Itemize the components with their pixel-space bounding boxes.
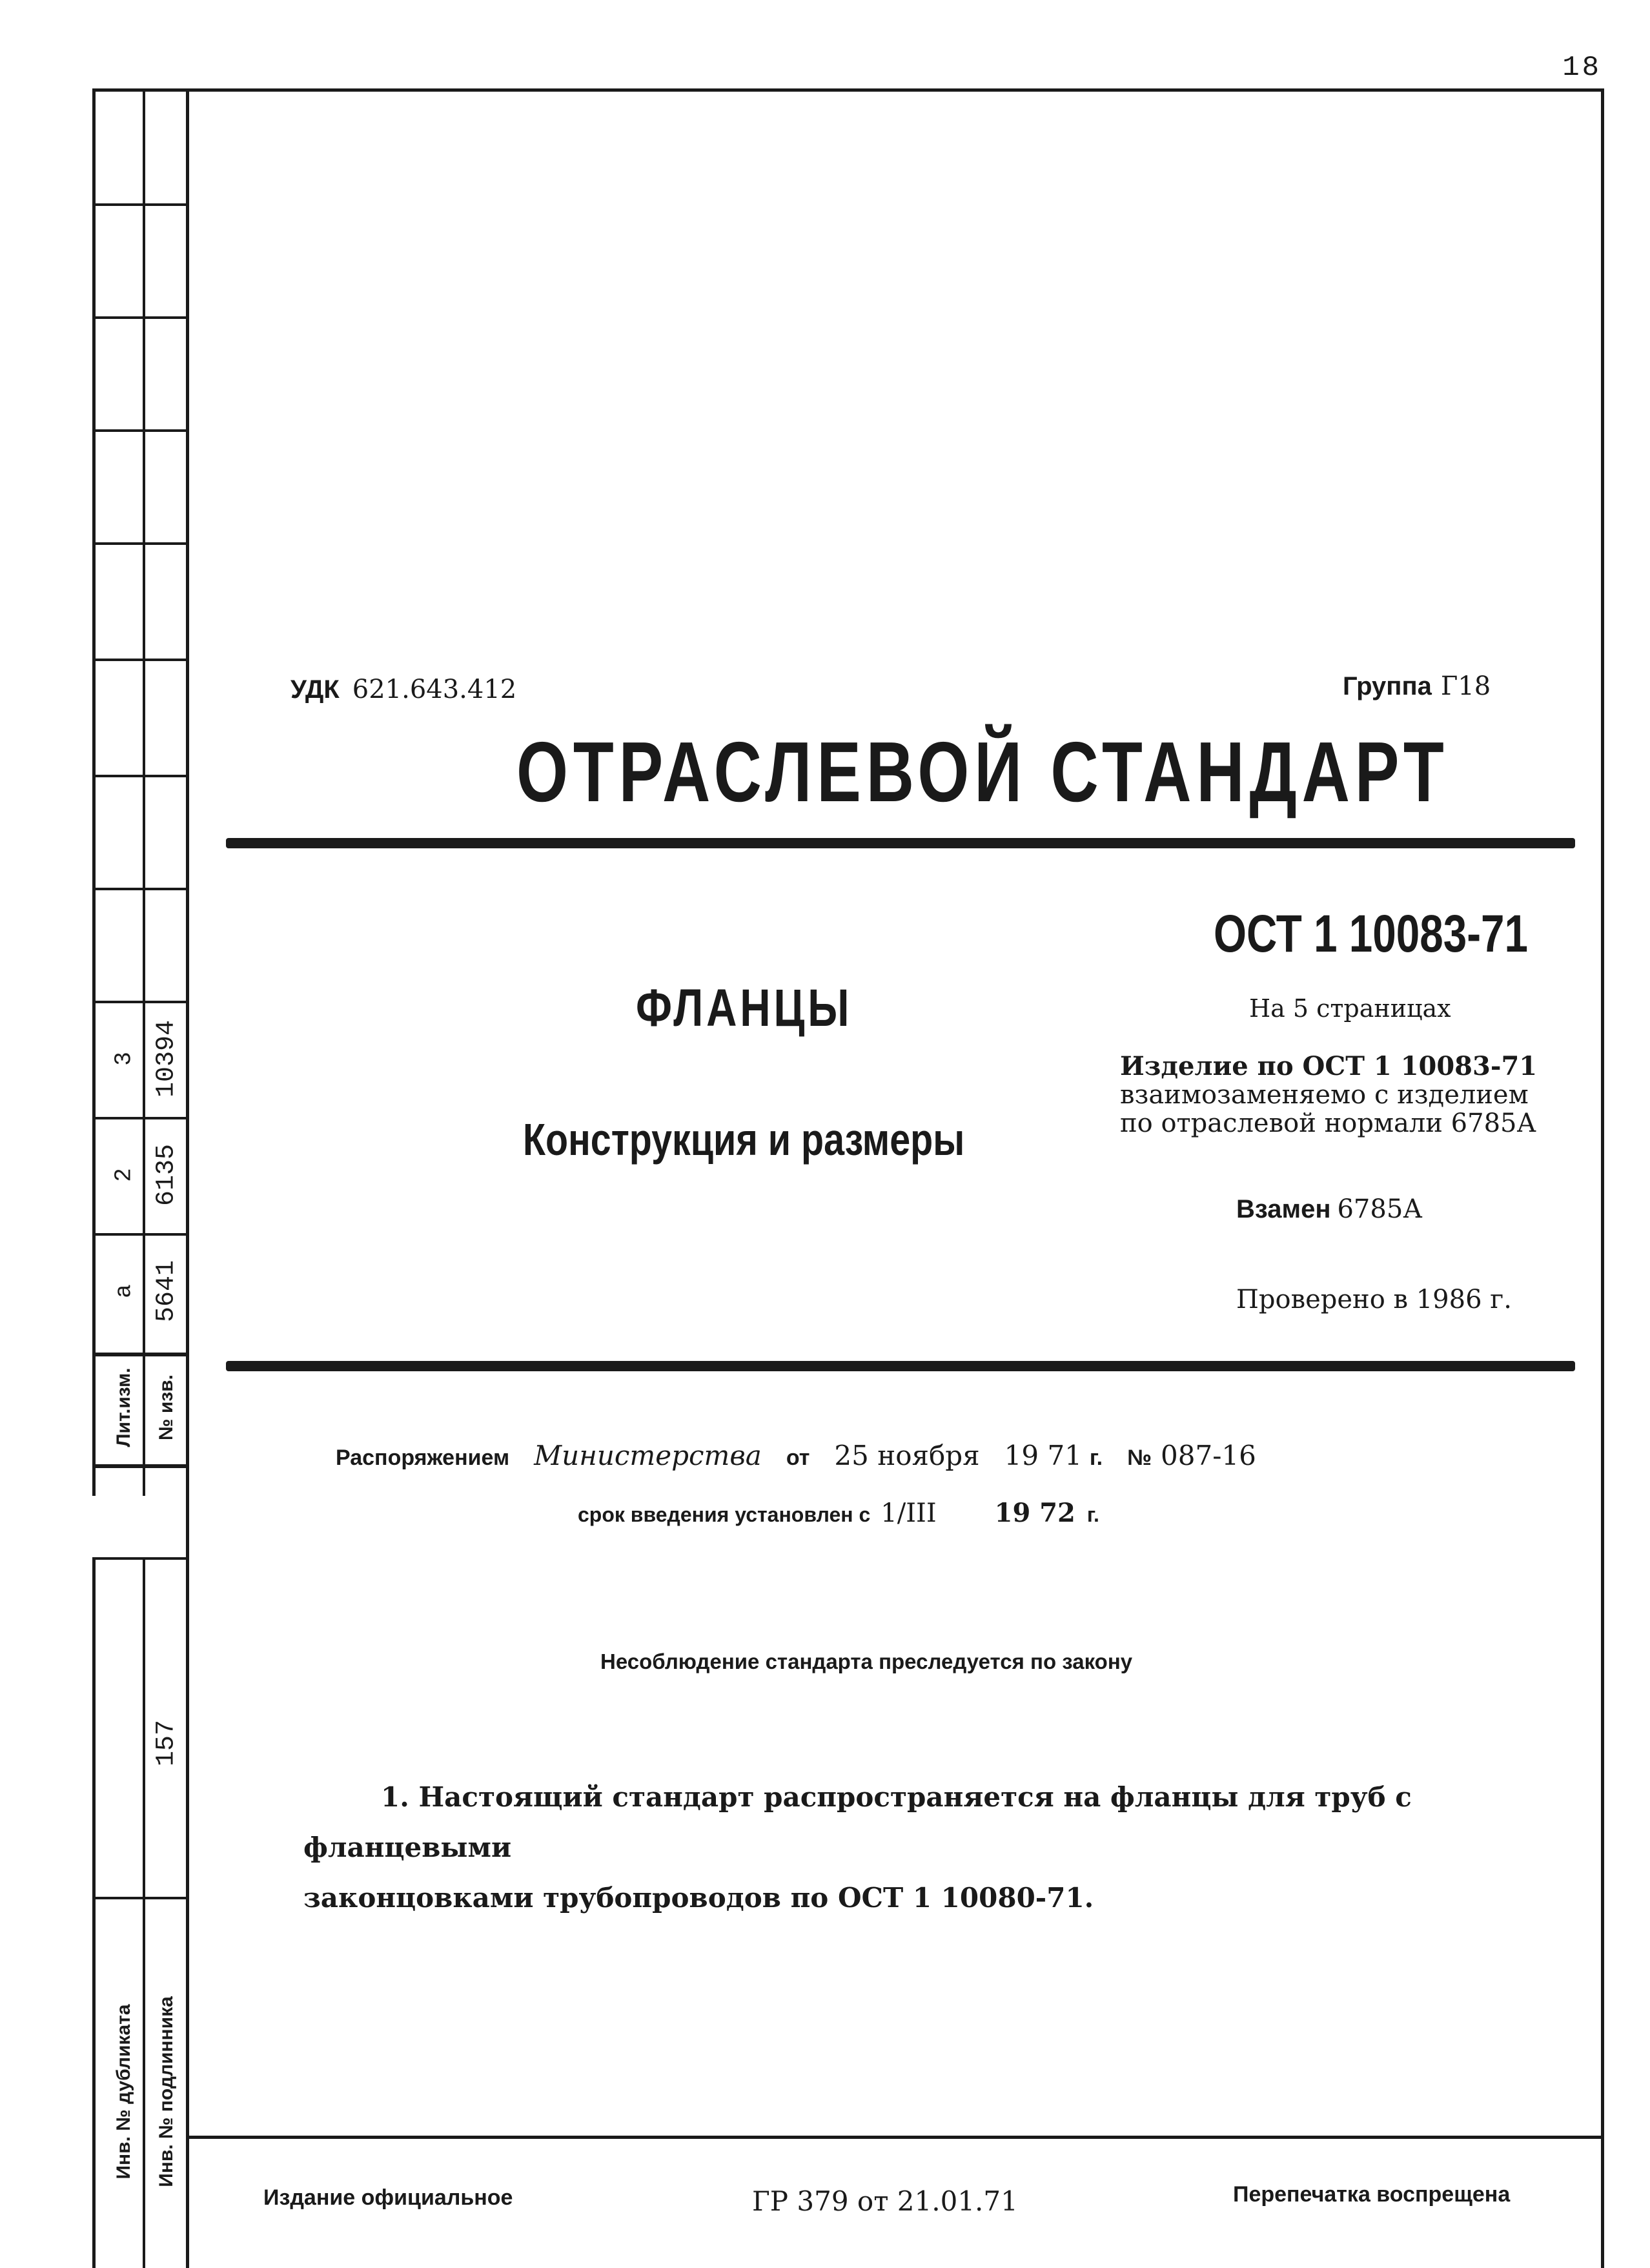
inventory-strip-middle-line bbox=[143, 1559, 145, 2268]
product-subtitle: Конструкция и размеры bbox=[523, 1114, 965, 1165]
frame-bottom-border bbox=[187, 2136, 1604, 2139]
order-year-suffix: г. bbox=[1089, 1446, 1103, 1470]
margin-strip-divider bbox=[92, 1117, 189, 1119]
margin-strip-divider bbox=[92, 659, 189, 661]
order-date: 25 ноября bbox=[834, 1440, 980, 1471]
footer-edition: Издание официальное bbox=[263, 2185, 513, 2210]
introduction-year-suffix: г. bbox=[1086, 1503, 1099, 1526]
order-from: от bbox=[786, 1446, 810, 1470]
compatibility-note bbox=[1120, 1052, 1537, 1138]
udk-label: УДК bbox=[290, 675, 340, 704]
frame-right-border bbox=[1601, 88, 1604, 2268]
page-number: 18 bbox=[1562, 52, 1602, 84]
paragraph-1-line-1: 1. Настоящий стандарт распространяется на фланцы для труб с фланцевыми bbox=[303, 1781, 1412, 1863]
group-label: Группа bbox=[1343, 672, 1432, 700]
revision-lit-2: 2 bbox=[110, 1168, 138, 1182]
margin-strip-divider bbox=[92, 429, 189, 432]
order-year: 19 71 bbox=[1004, 1440, 1082, 1471]
title-rule bbox=[226, 838, 1575, 848]
order-ministry: Министерства bbox=[534, 1440, 762, 1471]
paragraph-1-line-2: законцовками трубопроводов по ОСТ 1 10080-71. bbox=[303, 1882, 1094, 1914]
replaces-value: 6785А bbox=[1337, 1194, 1423, 1224]
paragraph-1 bbox=[303, 1772, 1556, 1923]
order-number-label: № bbox=[1127, 1446, 1152, 1470]
udk-code bbox=[290, 675, 516, 704]
inventory-strip-top bbox=[92, 1557, 189, 1560]
margin-strip-divider bbox=[92, 775, 189, 777]
order-line bbox=[336, 1440, 1281, 1471]
inventory-original-label: Инв. № подлинника bbox=[156, 1996, 177, 2187]
inventory-strip-divider bbox=[92, 1897, 189, 1899]
inventory-duplicate-label: Инв. № дубликата bbox=[113, 2004, 134, 2180]
margin-strip-divider bbox=[92, 1353, 189, 1356]
margin-strip-divider bbox=[92, 203, 189, 206]
frame-top-border bbox=[94, 88, 1604, 92]
margin-strip-divider bbox=[92, 888, 189, 890]
compatibility-line-1: Изделие по ОСТ 1 10083-71 bbox=[1120, 1051, 1538, 1081]
revision-num-1: 5641 bbox=[152, 1260, 181, 1323]
footer-registration: ГР 379 от 21.01.71 bbox=[752, 2185, 1018, 2217]
revision-lit-1: а bbox=[110, 1284, 138, 1298]
revision-num-3: 10394 bbox=[152, 1019, 181, 1098]
replaces-note bbox=[1236, 1194, 1423, 1224]
margin-strip-divider bbox=[92, 1464, 189, 1468]
inventory-strip-outer-line bbox=[92, 1559, 96, 2268]
revision-lit-label: Лит.изм. bbox=[113, 1367, 134, 1447]
margin-strip-divider bbox=[92, 316, 189, 319]
compatibility-line-2: взаимозаменяемо с изделием bbox=[1120, 1080, 1529, 1110]
introduction-year: 19 72 bbox=[994, 1498, 1075, 1528]
margin-strip-divider bbox=[92, 1001, 189, 1003]
margin-strip-divider bbox=[92, 542, 189, 545]
group-value: Г18 bbox=[1440, 671, 1491, 701]
standard-code: ОСТ 1 10083-71 bbox=[1214, 904, 1529, 963]
inventory-original-value: 157 bbox=[152, 1719, 181, 1767]
legal-warning: Несоблюдение стандарта преследуется по закону bbox=[600, 1650, 1133, 1673]
frame-left-border bbox=[186, 88, 189, 2268]
checked-note: Проверено в 1986 г. bbox=[1236, 1285, 1512, 1314]
product-title: ФЛАНЦЫ bbox=[636, 979, 853, 1037]
margin-strip-middle-line bbox=[143, 88, 145, 1496]
margin-strip-divider bbox=[92, 1233, 189, 1236]
revision-lit-3: 3 bbox=[110, 1052, 138, 1066]
group-code bbox=[1343, 671, 1491, 701]
section-rule bbox=[226, 1361, 1575, 1371]
order-number: 087-16 bbox=[1161, 1440, 1256, 1471]
margin-strip-outer-line bbox=[92, 88, 96, 1496]
footer-reprint-note: Перепечатка воспрещена bbox=[1233, 2182, 1511, 2207]
introduction-label: срок введения установлен с bbox=[578, 1503, 871, 1526]
order-label: Распоряжением bbox=[336, 1446, 510, 1470]
compatibility-line-3: по отраслевой нормали 6785А bbox=[1120, 1108, 1536, 1138]
revision-num-2: 6135 bbox=[152, 1143, 181, 1207]
replaces-label: Взамен bbox=[1236, 1195, 1331, 1223]
pages-note: На 5 страницах bbox=[1249, 994, 1451, 1023]
revision-num-label: № изв. bbox=[156, 1374, 177, 1440]
udk-value: 621.643.412 bbox=[352, 675, 517, 704]
introduction-line bbox=[578, 1498, 1121, 1528]
introduction-date: 1/III bbox=[881, 1498, 937, 1528]
document-title: ОТРАСЛЕВОЙ СТАНДАРТ bbox=[516, 724, 1449, 819]
